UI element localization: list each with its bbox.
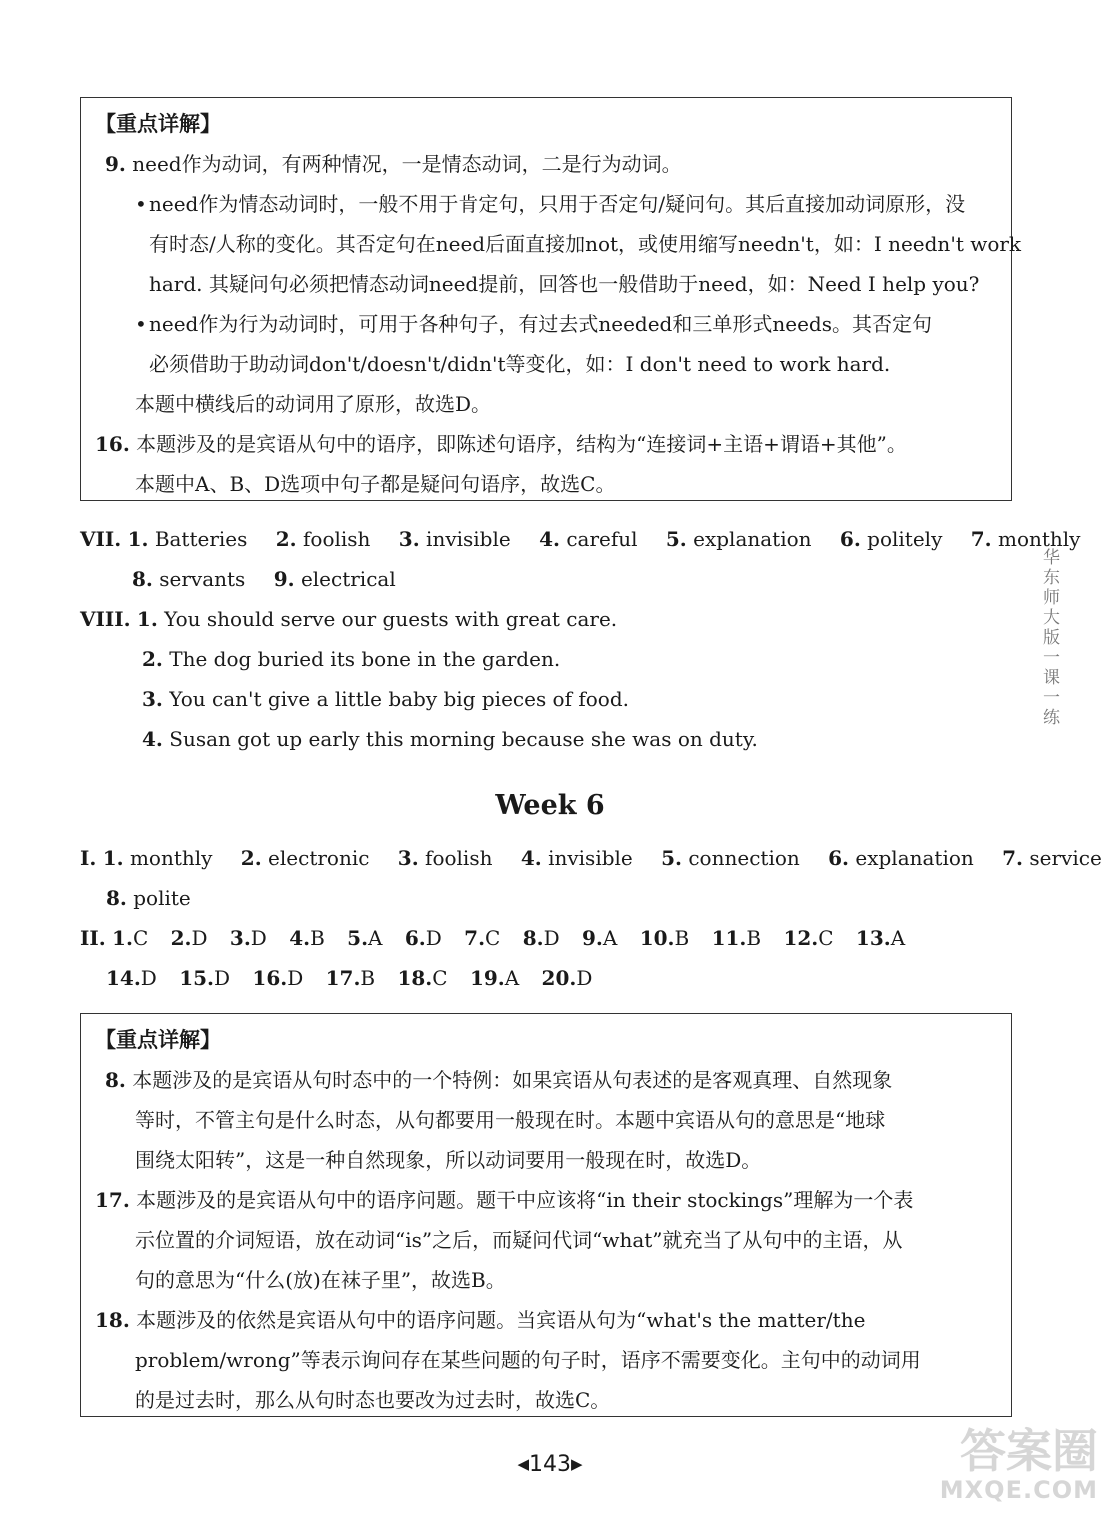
section-label: VIII. [80, 607, 131, 631]
page-number-value: 143 [529, 1452, 571, 1477]
q16-line-1: 16. 本题涉及的是宾语从句中的语序，即陈述句语序，结构为“连接词+主语+谓语+其他”。 [95, 432, 907, 456]
section-viii-item: 3. You can't give a little baby big pieces of food. [142, 687, 630, 711]
watermark-url: MXQE.COM [939, 1476, 1098, 1504]
bullet-a-line-3: hard. 其疑问句必须把情态动词need提前，回答也一般借助于need，如：Need I help you? [149, 272, 980, 296]
section-vii [80, 519, 1081, 599]
box-heading: 【重点详解】 [95, 112, 221, 136]
section-ii [80, 918, 1020, 998]
answer-word: explanation [693, 527, 812, 551]
watermark-logo [920, 1426, 1098, 1524]
answer-choice: B [310, 926, 325, 950]
section-label: VII. [80, 527, 122, 551]
section-label: II. [80, 926, 106, 950]
question-number: 9. [105, 152, 126, 176]
bullet-dot-icon: • [135, 192, 147, 216]
answer-word: invisible [548, 846, 633, 870]
answer-word: service [1029, 846, 1102, 870]
answer-sentence: You should serve our guests with great care. [164, 607, 618, 631]
question-number: 16. [95, 432, 130, 456]
q8-line-1: 8. 本题涉及的是宾语从句时态中的一个特例：如果宾语从句表述的是客观真理、自然现象 [105, 1068, 893, 1092]
section-ii-row-2: 14.D 15.D 16.D 17.B 18.C 19.A 20.D [106, 966, 593, 990]
question-number: 18. [95, 1308, 130, 1332]
answer-choice: D [250, 926, 267, 950]
answer-word: electronic [268, 846, 370, 870]
section-i [80, 838, 1102, 918]
section-vii-row-2: 8. servants 9. electrical [132, 567, 396, 591]
watermark-mark: 答案圈 [960, 1424, 1098, 1478]
answer-choice: D [425, 926, 442, 950]
answer-choice: D [140, 966, 157, 990]
answer-choice: D [576, 966, 593, 990]
answer-word: explanation [855, 846, 974, 870]
week-title: Week 6 [495, 790, 605, 821]
answer-choice: D [191, 926, 208, 950]
answer-word: servants [159, 567, 246, 591]
answer-choice: B [746, 926, 762, 950]
q9-line [95, 144, 997, 184]
answer-sentence: Susan got up early this morning because she was on duty. [169, 727, 758, 751]
right-arrow-icon: ▶ [571, 1455, 583, 1473]
q17-line-2: 示位置的介词短语，放在动词“is”之后，而疑问代词“what”就充当了从句中的主语，从 [135, 1228, 903, 1252]
answer-word: monthly [129, 846, 213, 870]
answer-choice: C [485, 926, 501, 950]
section-i-row-1: I. 1. monthly 2. electronic 3. foolish 4. invisible 5. connection 6. explanation 7. service [80, 846, 1102, 870]
answer-word: foolish [303, 527, 371, 551]
q16-line-2: 本题中A、B、D选项中句子都是疑问句语序，故选C。 [135, 472, 616, 496]
answer-choice: A [368, 926, 383, 950]
q18-line-2: problem/wrong”等表示询问存在某些问题的句子时，语序不需要变化。主句中的动词用 [135, 1348, 921, 1372]
section-viii-item: VIII. 1. You should serve our guests with great care. [80, 607, 618, 631]
answer-choice: C [432, 966, 448, 990]
answer-word: electrical [300, 567, 396, 591]
key-explanation-box-2 [80, 1013, 1012, 1417]
question-number: 8. [105, 1068, 126, 1092]
answer-choice: D [543, 926, 560, 950]
q18-line-3: 的是过去时，那么从句时态也要改为过去时，故选C。 [135, 1388, 611, 1412]
answer-choice: C [818, 926, 834, 950]
q17-line-1: 17. 本题涉及的是宾语从句中的语序问题。题干中应该将“in their stockings”理解为一个表 [95, 1188, 914, 1212]
answer-choice: A [890, 926, 906, 950]
side-series-title: 华东师大版一课一练 [1039, 548, 1059, 728]
section-viii-item: 2. The dog buried its bone in the garden. [142, 647, 561, 671]
answer-choice: A [602, 926, 618, 950]
bullet-a-line-1: • need作为情态动词时，一般不用于肯定句，只用于否定句/疑问句。其后直接加动词原形，没 [95, 184, 997, 224]
section-i-row-2: 8. polite [106, 886, 191, 910]
answer-word: monthly [997, 527, 1081, 551]
answer-word: connection [688, 846, 800, 870]
answer-word: invisible [426, 527, 511, 551]
q8-line-3: 围绕太阳转”，这是一种自然现象，所以动词要用一般现在时，故选D。 [135, 1148, 762, 1172]
answer-choice: A [504, 966, 520, 990]
answer-choice: B [360, 966, 376, 990]
section-label: I. [80, 846, 97, 870]
answer-sentence: The dog buried its bone in the garden. [169, 647, 561, 671]
q17-line-3: 句的意思为“什么(放)在袜子里”，故选B。 [135, 1268, 506, 1292]
answer-word: Batteries [154, 527, 248, 551]
answer-choice: D [214, 966, 231, 990]
answer-word: foolish [425, 846, 493, 870]
answer-choice: D [287, 966, 304, 990]
box-heading: 【重点详解】 [95, 1028, 221, 1052]
section-viii-item: 4. Susan got up early this morning because she was on duty. [142, 727, 758, 751]
answer-word: polite [133, 886, 191, 910]
bullet-b-line-2: 必须借助于助动词don't/doesn't/didn't等变化，如：I don't need to work hard. [149, 352, 891, 376]
bullet-a-line-2: 有时态/人称的变化。其否定句在need后面直接加not，或使用缩写needn't，如：I needn't work [149, 232, 1022, 256]
section-viii [80, 599, 1020, 759]
answer-sentence: You can't give a little baby big pieces of food. [169, 687, 630, 711]
key-explanation-box-1 [80, 97, 1022, 501]
bullet-dot-icon: • [135, 312, 147, 336]
answer-choice: B [674, 926, 690, 950]
section-ii-row-1: II. 1.C 2.D 3.D 4.B 5.A 6.D 7.C 8.D 9.A 10.B 11.B 12.C 13.A [80, 926, 906, 950]
q9-conclusion: 本题中横线后的动词用了原形，故选D。 [135, 392, 492, 416]
q9-text: need作为动词，有两种情况，一是情态动词，二是行为动词。 [132, 152, 682, 176]
answer-word: careful [566, 527, 638, 551]
answer-choice: C [132, 926, 149, 950]
left-arrow-icon: ◀ [517, 1455, 529, 1473]
question-number: 17. [95, 1188, 130, 1212]
bullet-b-line-1: • need作为行为动词时，可用于各种句子，有过去式needed和三单形式needs。其否定句 [95, 304, 997, 344]
answer-word: politely [867, 527, 943, 551]
section-vii-row-1: VII. 1. Batteries 2. foolish 3. invisible 4. careful 5. explanation 6. politely 7. monthly [80, 527, 1081, 551]
q18-line-1: 18. 本题涉及的依然是宾语从句中的语序问题。当宾语从句为“what's the matter/the [95, 1308, 866, 1332]
q8-line-2: 等时，不管主句是什么时态，从句都要用一般现在时。本题中宾语从句的意思是“地球 [135, 1108, 886, 1132]
